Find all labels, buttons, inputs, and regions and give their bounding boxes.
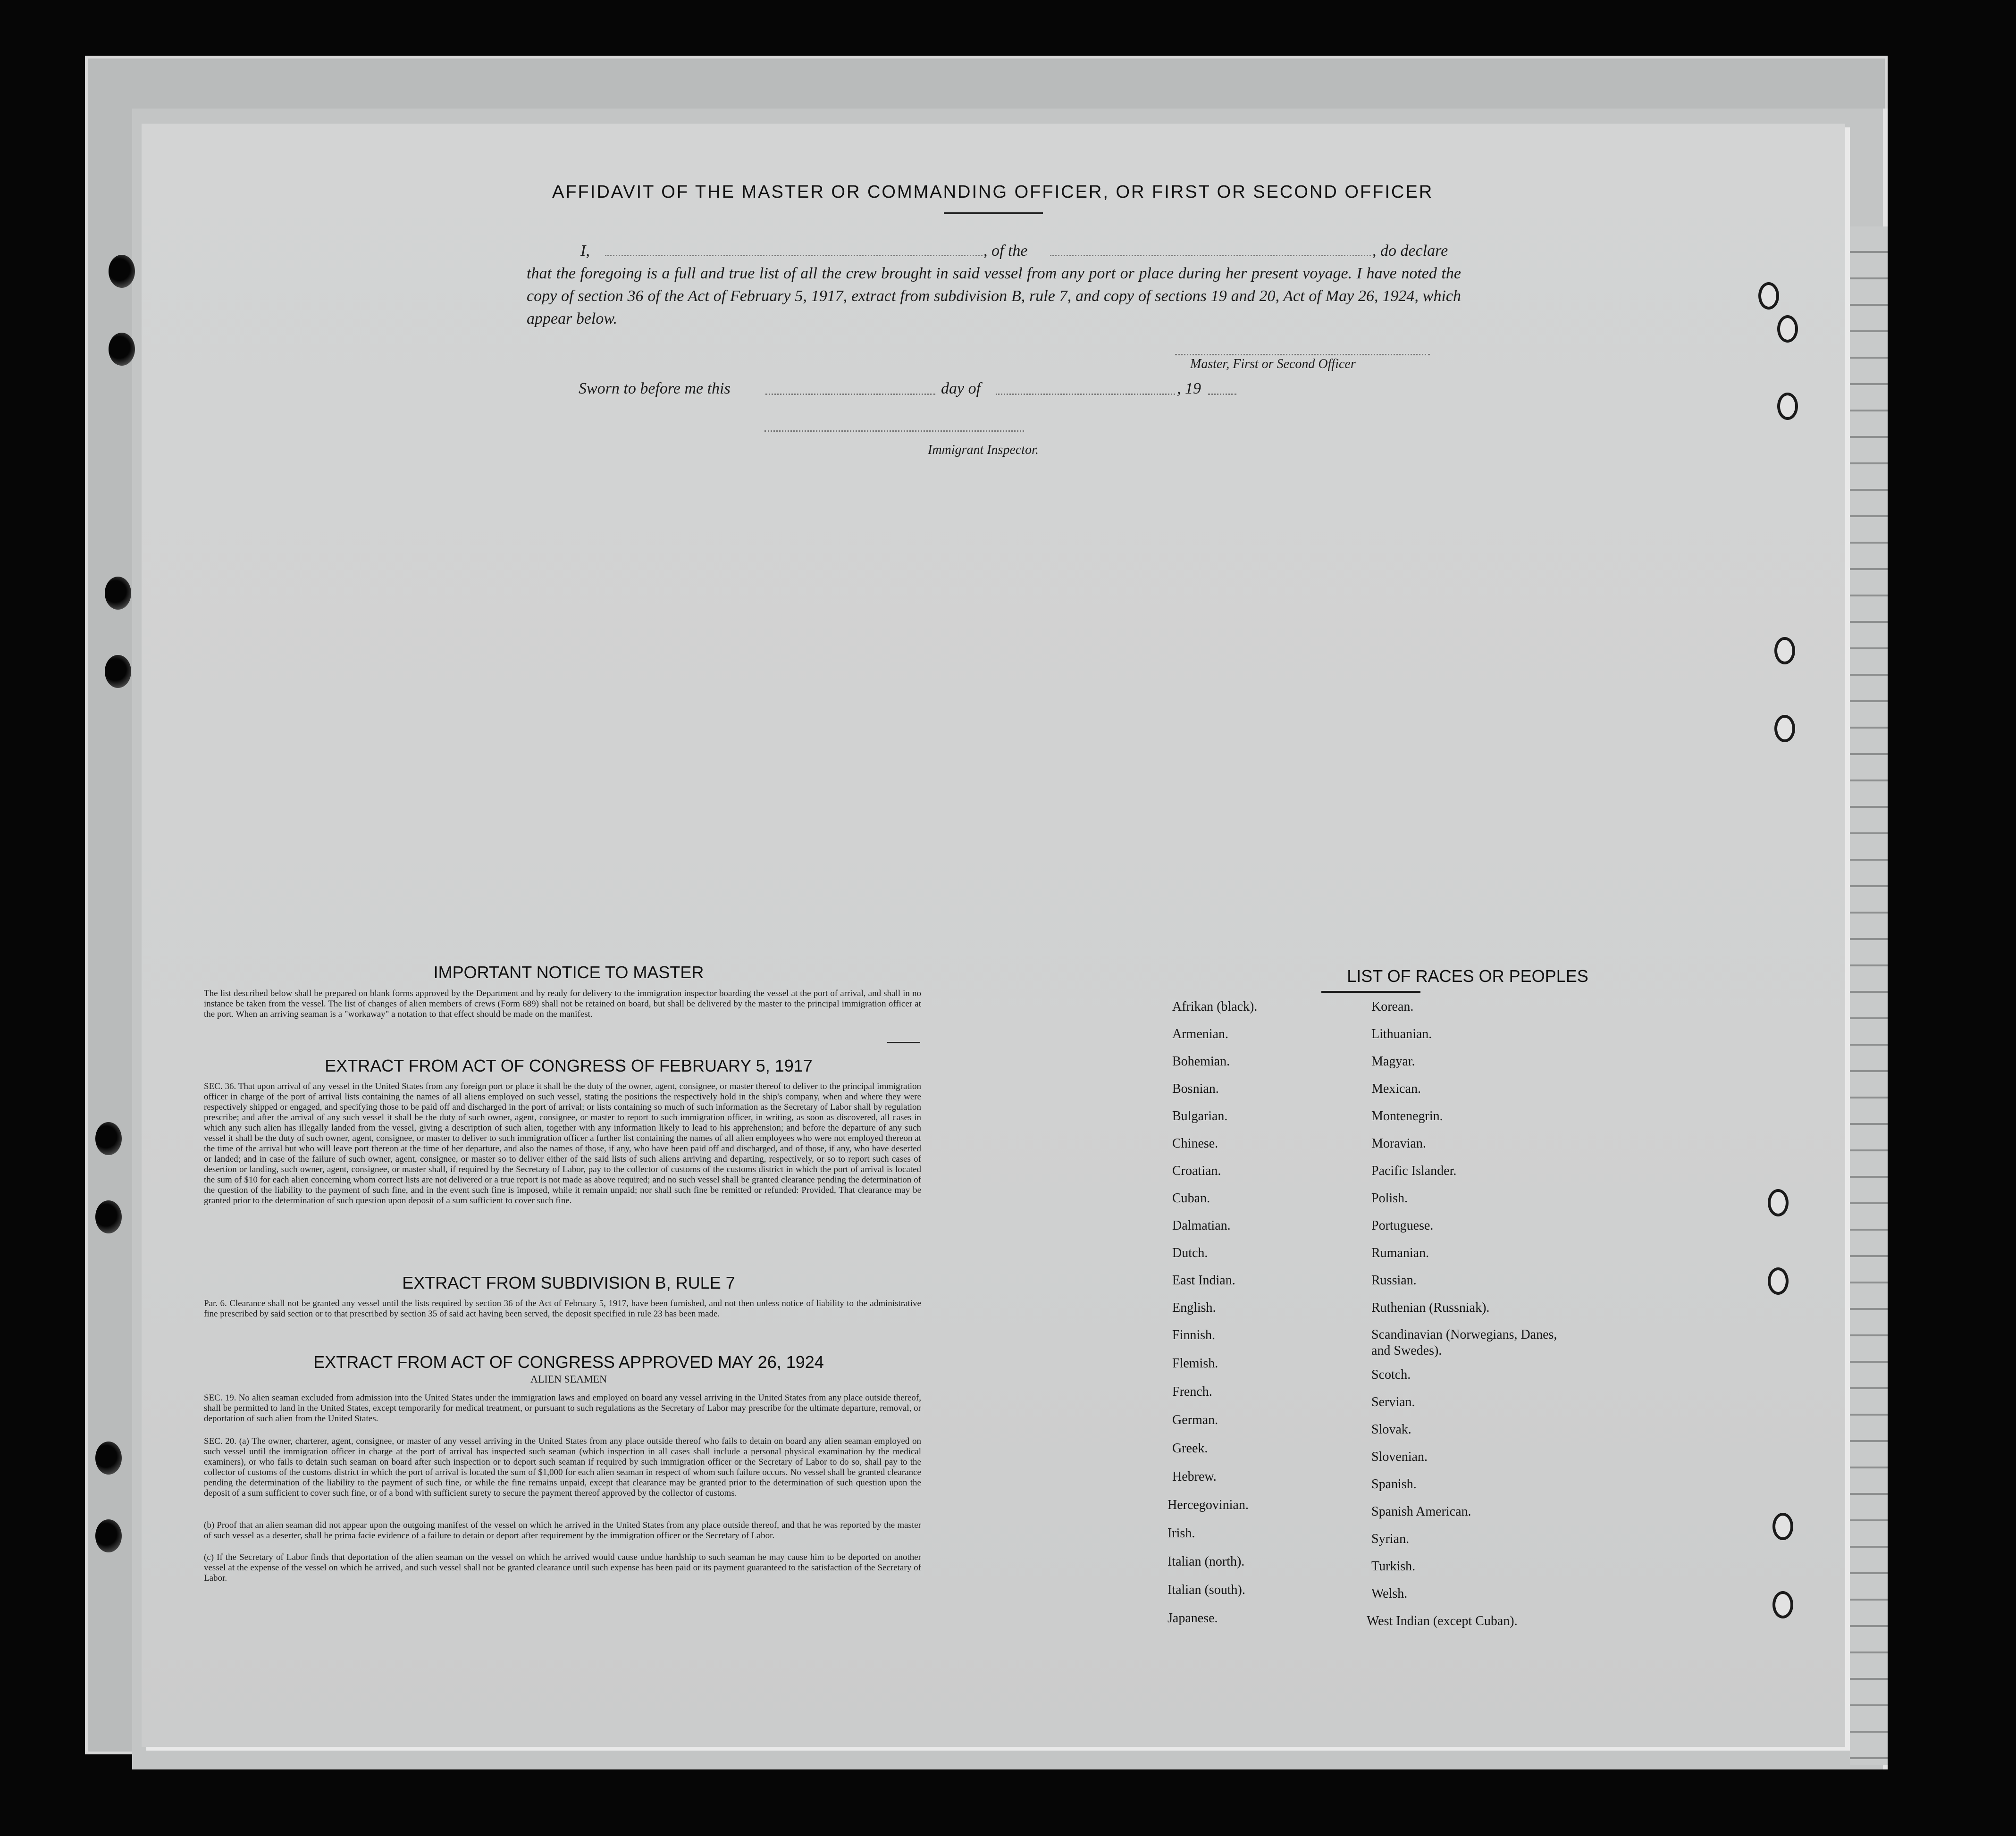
ruled-page-edge <box>1850 226 1888 1765</box>
extract-rule7-text: Par. 6. Clearance shall not be granted any vessel until the lists required by section 36 of the Act of February 5, 1917, have been furnished, and not then unless notice of liability to the administrative fine prescribed by said section or to that prescribed by section 35 of said act having been served, the deposit specified in rule 23 has been made. <box>204 1299 921 1319</box>
races-title: LIST OF RACES OR PEOPLES <box>1347 966 1588 986</box>
races-underline <box>1321 991 1420 993</box>
race-left-item: Armenian. <box>1172 1027 1228 1041</box>
race-left-item: Flemish. <box>1172 1356 1218 1371</box>
binder-hole <box>95 1442 122 1475</box>
race-left-item: Bosnian. <box>1172 1081 1219 1096</box>
affidavit-i: I, <box>580 242 590 260</box>
affidavit-of-the: , of the <box>983 242 1028 260</box>
sworn-label: Sworn to before me this <box>579 380 731 397</box>
race-right-item: Syrian. <box>1371 1532 1410 1546</box>
race-right-item: Magyar. <box>1371 1054 1415 1069</box>
binder-hole <box>109 333 135 366</box>
notice-title: IMPORTANT NOTICE TO MASTER <box>433 963 704 982</box>
race-left-item: Greek. <box>1172 1441 1208 1456</box>
alien-seamen-subtitle: ALIEN SEAMEN <box>530 1373 607 1385</box>
notice-rule <box>887 1042 920 1043</box>
inspector-signature-line <box>764 430 1024 432</box>
affidavit-body: that the foregoing is a full and true list of all the crew brought in said vessel from any port or place during her present voyage. I have noted the copy of section 36 of the Act of February 5, 1917, extract from subdivision B, rule 7, and copy of sections 19 and 20, Act of May 26, 1924, which appear below. <box>527 265 1461 327</box>
race-left-item: East Indian. <box>1172 1273 1235 1288</box>
race-left-item: Hebrew. <box>1172 1469 1217 1484</box>
binder-hole <box>109 255 135 288</box>
ring-hole <box>1768 1267 1789 1295</box>
race-left-item: Italian (north). <box>1168 1554 1245 1569</box>
race-left-item: Italian (south). <box>1168 1583 1245 1597</box>
ring-hole <box>1777 393 1798 420</box>
race-right-item: Mexican. <box>1371 1081 1421 1096</box>
race-left-item: Japanese. <box>1168 1611 1218 1626</box>
extract-1917-text: SEC. 36. That upon arrival of any vessel in the United States from any foreign port or place it shall be the duty of the owner, agent, consignee, or master thereof to deliver to the principal immigration officer in charge of the port of arrival lists containing the names of all aliens employed on such vessel, stating the positions the respectively hold in the ship's company, when and where they were respectively shipped or engaged, and specifying those to be paid off and discharged in the port of arrival; or lists containing so much of such information as the Secretary of Labor shall by regulation prescribe; and after the arrival of any such vessel it shall be the duty of such owner, agent, consignee, or master to report to such immigration officer, in writing, as soon as discovered, all cases in which any such alien has illegally landed from the vessel, giving a description of such alien, together with any information likely to lead to his apprehension; and before the departure of any such vessel it shall be the duty of such owner, agent, consignee, or master to deliver to such immigration officer a further list containing the names of all alien employees who were not employed thereon at the time of the arrival but who will leave port thereon at the time of her departure, and also the names of those, if any, who have been paid off and discharged, and of those, if any, who have deserted or landed; and in case of the failure of such owner, agent, consignee, or master so to deliver either of the said lists of such aliens arriving and departing, respectively, or so to report such cases of desertion or landing, such owner, agent, consignee, or master shall, if required by the Secretary of Labor, pay to the collector of customs of the customs district in which the port of arrival is located the sum of $10 for each alien concerning whom correct lists are not delivered or a true report is not made as above required; and no such vessel shall be granted clearance pending the determination of the question of the liability to the payment of such fine, and in the event such fine is imposed, while it remain unpaid; nor shall such fine be remitted or refunded: Provided, That clearance may be granted prior to the determination of such question upon deposit of a sum sufficient to cover such fine. <box>204 1081 921 1206</box>
day-of-label: day of <box>941 380 981 397</box>
inspector-label: Immigrant Inspector. <box>928 443 1039 457</box>
master-signature-label: Master, First or Second Officer <box>1190 357 1356 371</box>
title-underline <box>944 212 1043 214</box>
race-right-item: Scandinavian (Norwegians, Danes, and Swedes). <box>1371 1327 1557 1358</box>
race-right-item: Pacific Islander. <box>1371 1164 1457 1178</box>
binder-hole <box>105 577 131 610</box>
sworn-day-blank <box>765 394 935 395</box>
extract-1924-title: EXTRACT FROM ACT OF CONGRESS APPROVED MAY 26, 1924 <box>313 1352 824 1372</box>
race-right-item: West Indian (except Cuban). <box>1367 1614 1518 1628</box>
race-right-item: Spanish. <box>1371 1477 1417 1492</box>
binder-hole <box>95 1122 122 1155</box>
race-left-item: Afrikan (black). <box>1172 999 1258 1014</box>
binder-hole <box>105 655 131 688</box>
race-left-item: French. <box>1172 1384 1212 1399</box>
race-right-item: Scotch. <box>1371 1367 1411 1382</box>
extract-1924-sec19: SEC. 19. No alien seaman excluded from admission into the United States under the immigration laws and employed on board any vessel arriving in the United States from any place outside thereof, shall be permitted to land in the United States, except temporarily for medical treatment, or pursuant to such regulations as the Secretary of Labor may prescribe for the ultimate departure, removal, or deportation of such alien from the United States. <box>204 1393 921 1424</box>
notice-text: The list described below shall be prepared on blank forms approved by the Department and by ready for delivery to the immigration inspector boarding the vessel at the port of arrival, and shall in no instance be taken from the vessel. The list of changes of alien members of crews (Form 689) shall not be retained on board, but shall be delivered by the master to the principal immigration officer at the port. When an arriving seaman is a "workaway" a notation to that effect should be made on the manifest. <box>204 989 921 1019</box>
master-signature-line <box>1175 354 1430 355</box>
extract-1917-title: EXTRACT FROM ACT OF CONGRESS OF FEBRUARY 5, 1917 <box>325 1056 813 1075</box>
race-right-item: Slovenian. <box>1371 1450 1428 1464</box>
binder-hole <box>95 1200 122 1233</box>
month-blank <box>996 394 1175 395</box>
name-blank <box>605 255 983 256</box>
race-right-item: Welsh. <box>1371 1586 1408 1601</box>
race-left-item: German. <box>1172 1413 1218 1427</box>
extract-1924-sec20b: (b) Proof that an alien seaman did not appear upon the outgoing manifest of the vessel on which he arrived in the United States from any place outside thereof, and that he was reported by the master of such vessel as a deserter, shall be prima facie evidence of a failure to detain or deport after requirement by the immigration officer or the Secretary of Labor. <box>204 1520 921 1541</box>
race-right-item: Slovak. <box>1371 1422 1411 1437</box>
year-label: , 19 <box>1177 380 1201 397</box>
race-right-item: Korean. <box>1371 999 1414 1014</box>
vessel-blank <box>1050 255 1371 256</box>
race-left-item: Finnish. <box>1172 1328 1216 1342</box>
race-right-item: Rumanian. <box>1371 1246 1429 1260</box>
race-right-item: Moravian. <box>1371 1136 1426 1151</box>
extract-1924-sec20c: (c) If the Secretary of Labor finds that deportation of the alien seaman on the vessel on which he arrived would cause undue hardship to such seaman he may cause him to be deported on another vessel at the expense of the vessel on which he arrived, and such vessel shall not be granted clearance until such expense has been paid or its payment guaranteed to the satisfaction of the Secretary of Labor. <box>204 1552 921 1583</box>
affidavit-page <box>142 124 1845 1747</box>
race-right-item: Russian. <box>1371 1273 1417 1288</box>
race-left-item: Dalmatian. <box>1172 1218 1231 1233</box>
race-left-item: Dutch. <box>1172 1246 1208 1260</box>
binder-hole <box>95 1519 122 1552</box>
race-left-item: Cuban. <box>1172 1191 1210 1206</box>
extract-rule7-title: EXTRACT FROM SUBDIVISION B, RULE 7 <box>402 1273 735 1292</box>
ring-hole <box>1774 637 1795 664</box>
race-right-item: Servian. <box>1371 1395 1415 1409</box>
race-left-item: Chinese. <box>1172 1136 1218 1151</box>
race-right-item: Spanish American. <box>1371 1504 1471 1519</box>
race-left-item: Hercegovinian. <box>1168 1498 1249 1512</box>
race-right-item: Turkish. <box>1371 1559 1416 1574</box>
ring-hole <box>1758 282 1779 310</box>
race-left-item: Bohemian. <box>1172 1054 1230 1069</box>
ring-hole <box>1777 315 1798 343</box>
race-left-item: Irish. <box>1168 1526 1195 1541</box>
affidavit-do-declare: , do declare <box>1372 242 1448 260</box>
race-left-item: English. <box>1172 1300 1216 1315</box>
year-blank <box>1208 394 1236 395</box>
ring-hole <box>1772 1513 1793 1540</box>
race-left-item: Bulgarian. <box>1172 1109 1228 1123</box>
race-right-item: Lithuanian. <box>1371 1027 1432 1041</box>
race-right-item: Portuguese. <box>1371 1218 1434 1233</box>
affidavit-title: AFFIDAVIT OF THE MASTER OR COMMANDING OFFICER, OR FIRST OR SECOND OFFICER <box>552 182 1434 202</box>
race-right-item: Polish. <box>1371 1191 1408 1206</box>
extract-1924-sec20a: SEC. 20. (a) The owner, charterer, agent, consignee, or master of any vessel arriving in the United States from any place outside thereof who fails to detain on board any alien seaman employed on such vessel until the immigration officer in charge at the port of arrival has inspected such seaman (which inspection in all cases shall include a personal physical examination by the medical examiners), or who fails to detain such seaman on board after such inspection or to deport such seaman if required by such immigration officer or the Secretary of Labor to do so, shall pay to the collector of customs of the customs district in which the port of arrival is located the sum of $1,000 for each alien seaman in respect of whom such failure occurs. No vessel shall be granted clearance pending the determination of the liability to the payment of such fine, or while the fine remains unpaid, except that clearance may be granted prior to the determination of such question upon the deposit of a sum sufficient to cover such fine, or of a bond with sufficient surety to secure the payment thereof approved by the collector of customs. <box>204 1436 921 1498</box>
race-right-item: Montenegrin. <box>1371 1109 1443 1123</box>
ring-hole <box>1768 1189 1789 1216</box>
ring-hole <box>1772 1591 1793 1618</box>
race-left-item: Croatian. <box>1172 1164 1221 1178</box>
ring-hole <box>1774 715 1795 742</box>
race-right-item: Ruthenian (Russniak). <box>1371 1300 1490 1315</box>
